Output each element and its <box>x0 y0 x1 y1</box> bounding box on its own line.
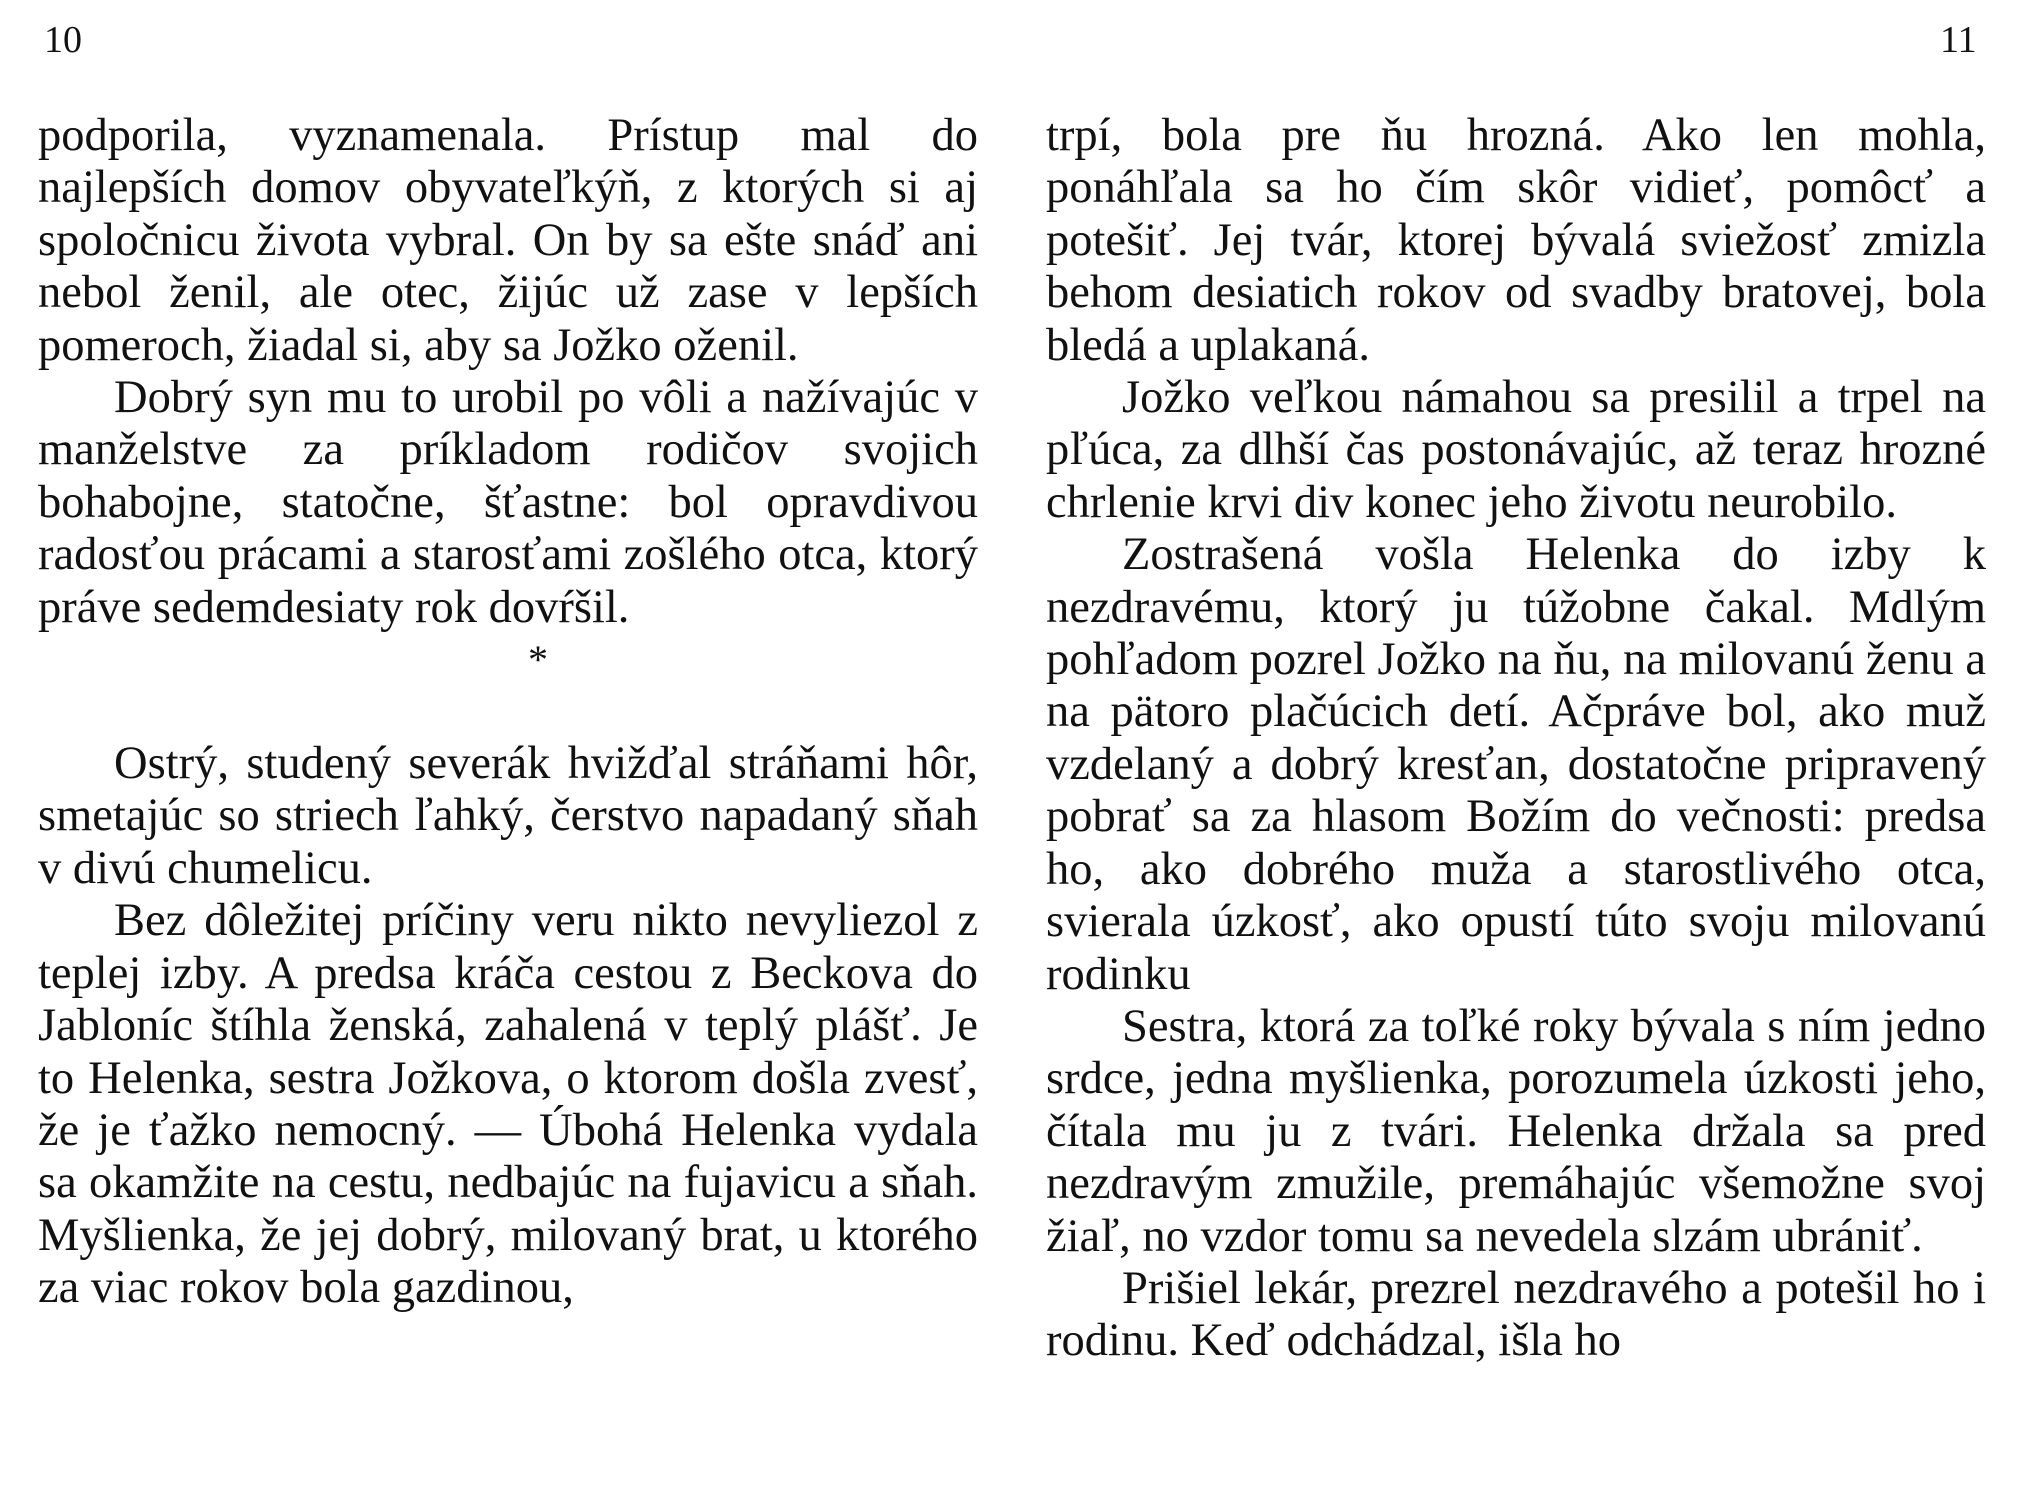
paragraph: Sestra, ktorá za toľké roky bývala s ním jedno srdce, jedna myšlienka, porozumela úzkosti jeho, čítala mu ju z tvári. Helenka držala sa pred nezdravým zmužile, premáhajúc všemožne svoj žiaľ, no vzdor tomu sa nevedela slzám ubrániť. <box>1046 1000 1986 1262</box>
page-number-left: 10 <box>44 19 82 61</box>
page-number-right: 11 <box>1940 19 1977 61</box>
section-separator: * <box>528 637 548 683</box>
paragraph: Jožko veľkou námahou sa presilil a trpel na pľúca, za dlhší čas postonávajúc, až teraz hrozné chrlenie krvi div konec jeho životu neurobilo. <box>1046 372 1986 528</box>
paragraph: Dobrý syn mu to urobil po vôli a nažívajúc v manželstve za príkladom rodičov svojich bohabojne, statočne, šťastne: bol opravdivou radosťou prácami a starosťami zošlého otca, ktorý práve sedemdesiaty rok dovŕšil. <box>38 372 978 633</box>
paragraph: podporila, vyznamenala. Prístup mal do najlepších domov obyvateľkýň, z ktorých si aj spoločnicu života vybral. On by sa ešte snáď ani nebol ženil, ale otec, žijúc už zase v lepších pomeroch, žiadal si, aby sa Jožko oženil. <box>38 110 978 371</box>
paragraph: Bez dôležitej príčiny veru nikto nevyliezol z teplej izby. A predsa kráča cestou z Beckova do Jabloníc štíhla ženská, zahalená v teplý plášť. Je to Helenka, sestra Jožkova, o ktorom došla zvesť, že je ťažko nemocný. — Úbohá Helenka vydala sa okamžite na cestu, nedbajúc na fujavicu a sňah. Myšlienka, že jej dobrý, milovaný brat, u ktorého za viac rokov bola gazdinou, <box>38 895 978 1314</box>
paragraph: Prišiel lekár, prezrel nezdravého a potešil ho i rodinu. Keď odchádzal, išla ho <box>1046 1262 1986 1367</box>
left-page-column <box>38 110 978 1315</box>
paragraph: Zostrašená vošla Helenka do izby k nezdravému, ktorý ju túžobne čakal. Mdlým pohľadom pozrel Jožko na ňu, na milovanú ženu a na pätoro plačúcich detí. Ačpráve bol, ako muž vzdelaný a dobrý kresťan, dostatočne pripravený pobrať sa za hlasom Božím do večnosti: predsa ho, ako dobrého muža a starostlivého otca, svierala úzkosť, ako opustí túto svoju milovanú rodinku <box>1046 529 1986 1000</box>
right-page-column <box>1046 110 1986 1368</box>
paragraph: Ostrý, studený severák hvižďal stráňami hôr, smetajúc so striech ľahký, čerstvo napadaný sňah v divú chumelicu. <box>38 738 978 894</box>
paragraph: trpí, bola pre ňu hrozná. Ako len mohla, ponáhľala sa ho čím skôr vidieť, pomôcť a potešiť. Jej tvár, ktorej bývalá sviežosť zmizla behom desiatich rokov od svadby bratovej, bola bledá a uplakaná. <box>1046 110 1986 371</box>
